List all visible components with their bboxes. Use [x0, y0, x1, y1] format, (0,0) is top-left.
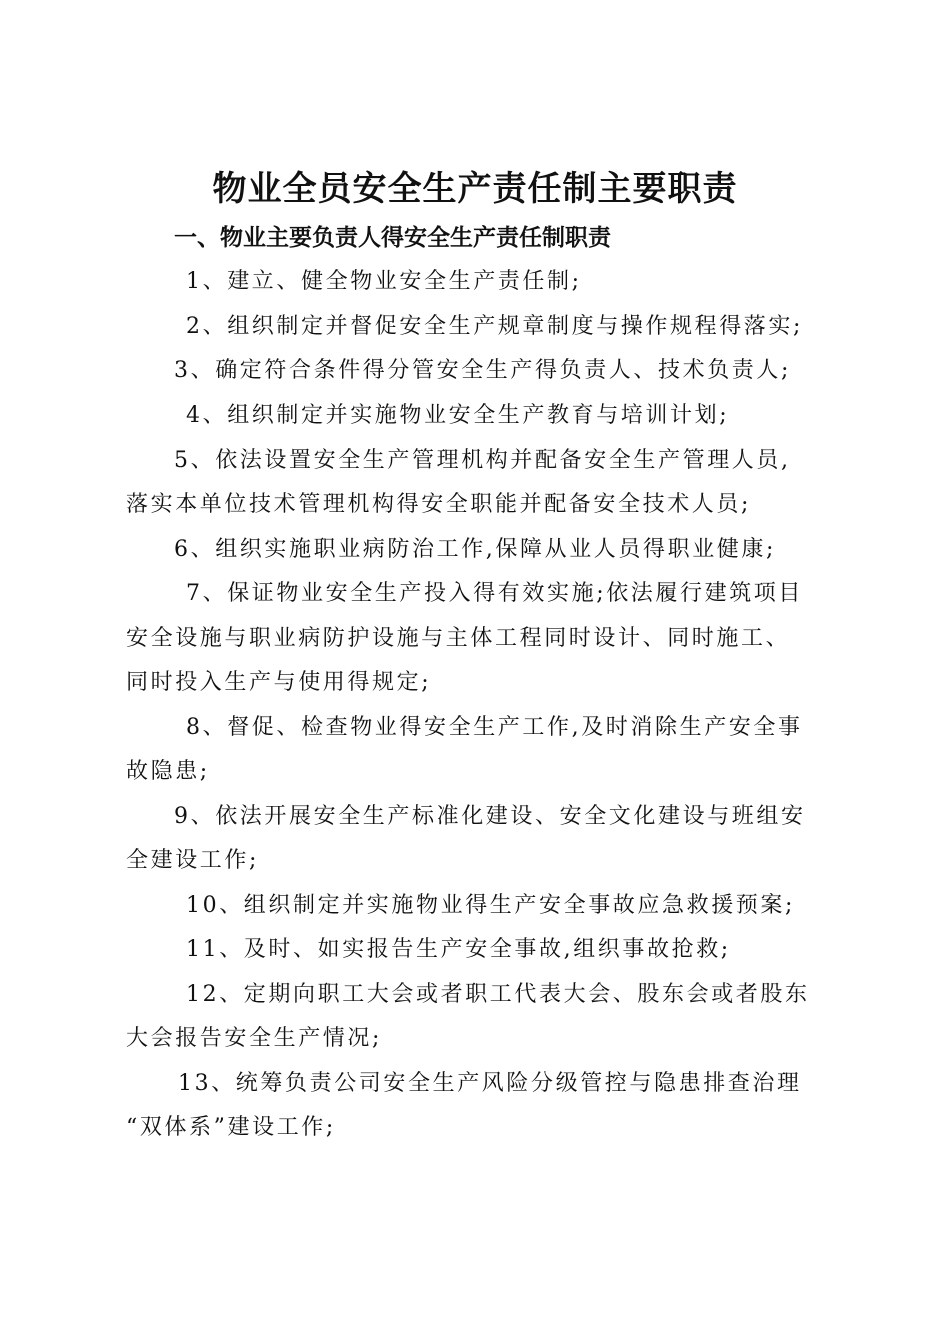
- item-7-continued-1: 安全设施与职业病防护设施与主体工程同时设计、同时施工、: [126, 626, 791, 651]
- item-7-continued-2: 同时投入生产与使用得规定;: [126, 670, 432, 695]
- item-6: 6、组织实施职业病防治工作,保障从业人员得职业健康;: [174, 537, 777, 562]
- item-9: 9、依法开展安全生产标准化建设、安全文化建设与班组安: [174, 804, 806, 829]
- item-8-continued: 故隐患;: [126, 759, 210, 784]
- item-11: 11、及时、如实报告生产安全事故,组织事故抢救;: [186, 937, 731, 962]
- item-1: 1、建立、健全物业安全生产责任制;: [186, 269, 582, 294]
- item-10: 10、组织制定并实施物业得生产安全事故应急救援预案;: [186, 893, 796, 918]
- item-13: 13、统筹负责公司安全生产风险分级管控与隐患排查治理: [178, 1071, 802, 1096]
- section-heading: 一、物业主要负责人得安全生产责任制职责: [174, 225, 611, 251]
- item-7: 7、保证物业安全生产投入得有效实施;依法履行建筑项目: [186, 581, 804, 606]
- item-2: 2、组织制定并督促安全生产规章制度与操作规程得落实;: [186, 314, 804, 339]
- item-13-continued: “双体系”建设工作;: [126, 1115, 336, 1140]
- item-4: 4、组织制定并实施物业安全生产教育与培训计划;: [186, 403, 730, 428]
- item-3: 3、确定符合条件得分管安全生产得负责人、技术负责人;: [174, 358, 792, 383]
- item-12-continued: 大会报告安全生产情况;: [126, 1026, 383, 1051]
- item-9-continued: 全建设工作;: [126, 848, 260, 873]
- item-5-continued: 落实本单位技术管理机构得安全职能并配备安全技术人员;: [126, 492, 752, 517]
- item-12: 12、定期向职工大会或者职工代表大会、股东会或者股东: [186, 982, 810, 1007]
- document-title: 物业全员安全生产责任制主要职责: [212, 169, 738, 209]
- item-5: 5、依法设置安全生产管理机构并配备安全生产管理人员,: [174, 448, 791, 473]
- item-8: 8、督促、检查物业得安全生产工作,及时消除生产安全事: [186, 715, 803, 740]
